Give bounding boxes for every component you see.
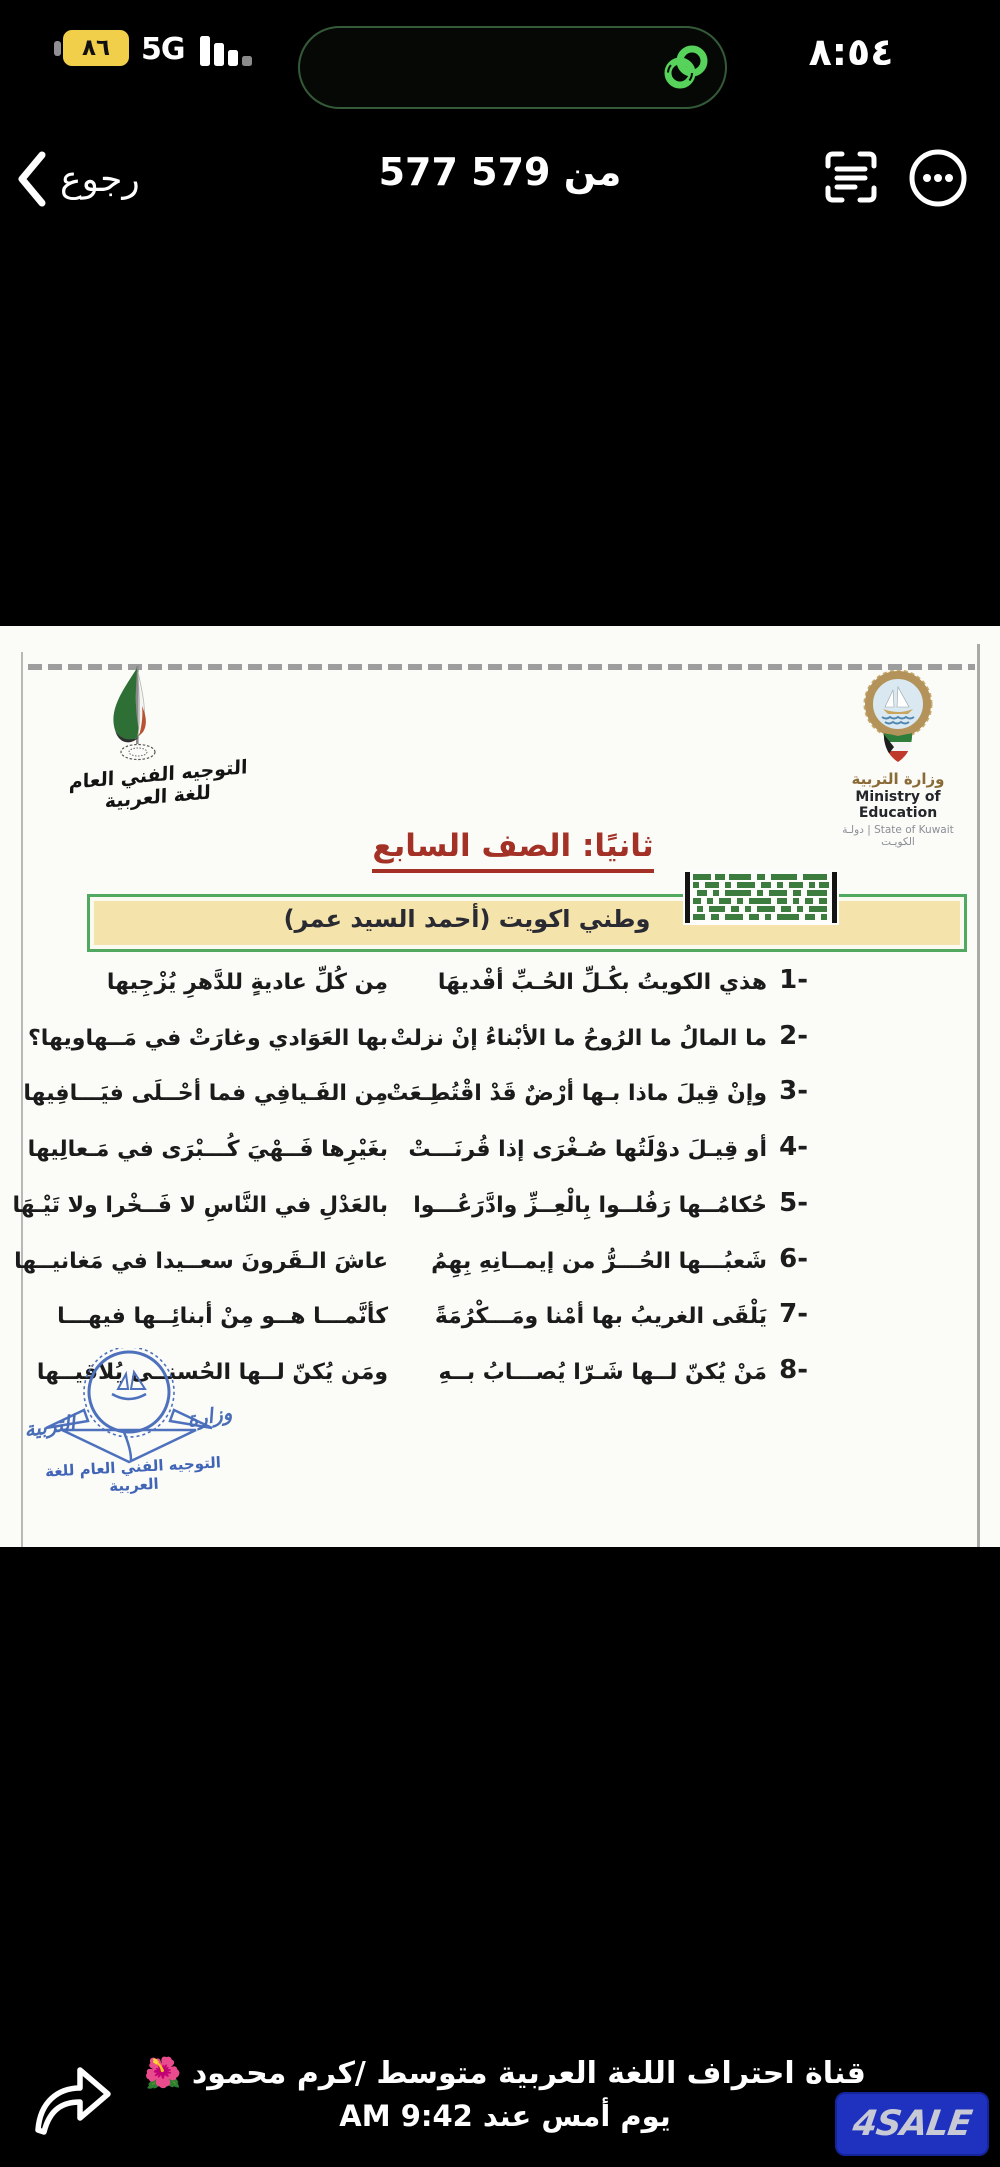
verse-number: 7- — [779, 1299, 808, 1329]
page-indicator: 577 من 579 — [378, 150, 622, 194]
section-heading: ثانيًا: الصف السابع — [372, 828, 653, 873]
timestamp-caption: يوم أمس عند 9:42 AM — [339, 2099, 671, 2133]
clock: ٨:٥٤ — [808, 30, 894, 74]
battery-percent: ٨٦ — [81, 35, 111, 61]
verse-first-hemistich: وإنْ قِيلَ ماذا بـها أرْضٌ قَدْ اقْتُطِـعَتْ — [386, 1081, 767, 1106]
verse-first-hemistich: ما المالُ ما الرُوحُ ما الأبْناءُ إنْ نزلتْ — [390, 1026, 767, 1051]
verse-number: 1- — [779, 965, 808, 995]
verse-second-hemistich: كأنَّمـــا هــو مِنْ أبنائِــها فيهـــا — [57, 1304, 388, 1329]
verse-number: 3- — [779, 1076, 808, 1106]
verse-first-hemistich: شَعبُـــها الحُـــرُّ من إيمــانِهِ بِهِمُ — [431, 1249, 767, 1274]
verse-second-hemistich: بالعَدْلِ في النَّاسِ لا فَــخْرا ولا تَيْـهَا — [12, 1193, 388, 1218]
poem-title: وطني اكويت (أحمد السيد عمر) — [283, 905, 651, 933]
channel-caption: قناة احتراف اللغة العربية متوسط /كرم محمود 🌺 — [144, 2056, 866, 2091]
4sale-logo — [835, 2092, 989, 2156]
signal-bars-icon — [200, 32, 258, 68]
left-logo-caption: التوجيه الفني العام للغة العربية — [68, 756, 248, 813]
poem-verse-row — [0, 1130, 1000, 1174]
reader-view-icon[interactable] — [820, 146, 882, 208]
verse-second-hemistich: بها العَوَادي وغارَتْ في مَــهاويها؟ — [27, 1026, 388, 1051]
verse-second-hemistich: مِن الفَـيافِي فما أحْــلَى فيَـــافِيها — [23, 1081, 388, 1106]
ellipsis-circle-icon[interactable] — [906, 146, 970, 210]
poem-verse-row — [0, 1186, 1000, 1230]
verse-second-hemistich: بغَيْرِها فَــهْيَ كُـــبْرَى في مَـعالِيها — [27, 1137, 388, 1162]
back-button-label: رجوع — [60, 158, 140, 200]
4sale-logo-text: 4SALE — [850, 2104, 974, 2144]
verse-second-hemistich: مِن كُلِّ عاديةٍ للدَّهرِ يُزْجِيها — [106, 970, 388, 995]
ministry-state-line: State of Kuwait | دولـة الكويـت — [842, 824, 954, 848]
stamp-word-right: وزارة — [185, 1400, 234, 1432]
ministry-blue-stamp — [22, 1348, 236, 1498]
kuwait-emblem-icon — [838, 670, 958, 772]
network-type-label: 5G — [141, 32, 185, 67]
battery-icon — [63, 30, 129, 66]
kufic-calligraphy-stamp — [683, 870, 839, 925]
verse-first-hemistich: مَنْ يُكنّ لــها شَـرّا يُصـــابُ بــهِ — [438, 1360, 767, 1385]
ministry-name-arabic: وزارة التربية — [851, 770, 945, 788]
arabic-language-directorate-logo — [40, 664, 275, 813]
verse-number: 5- — [779, 1188, 808, 1218]
poem-verse-row — [0, 1019, 1000, 1063]
stamp-caption: التوجيه الفني العام للغة العربية — [44, 1453, 222, 1496]
poem-verse-row — [0, 1242, 1000, 1286]
poem-verse-row — [0, 1074, 1000, 1118]
verse-first-hemistich: حُكامُــها رَفُلــوا بِالْعِــزِّ وادَّرَعُـــوا — [413, 1193, 767, 1218]
dynamic-island[interactable] — [298, 26, 727, 109]
verse-second-hemistich: ومَن يُكنّ لــها الحُسنــى يُلاقيــها — [36, 1360, 388, 1385]
stamp-word-left: التربية — [22, 1410, 77, 1442]
verse-first-hemistich: أو قِيـلَ دوْلَتُها صُـغْرَى إذا قُرنَـــتْ — [408, 1137, 767, 1162]
verse-number: 6- — [779, 1244, 808, 1274]
verse-number: 2- — [779, 1021, 808, 1051]
section-heading-wrap — [13, 828, 1000, 873]
verse-number: 4- — [779, 1132, 808, 1162]
poem-verse-row — [0, 1297, 1000, 1341]
link-icon — [661, 42, 711, 92]
verse-second-hemistich: عاشَ الـقَرونَ سعــيدا في مَغانيــها — [14, 1249, 388, 1274]
battery-nub — [54, 41, 61, 56]
verse-first-hemistich: يَلْقَى الغريبُ بها أمْنا ومَـــكْرُمَةً — [434, 1304, 767, 1329]
verse-first-hemistich: هذي الكويتُ بكُـلِّ الحُـبِّ أفْديهَا — [437, 970, 767, 995]
poem-verse-row — [0, 963, 1000, 1007]
sail-logo-icon — [40, 664, 275, 764]
verse-number: 8- — [779, 1355, 808, 1385]
ministry-name-english: Ministry of Education — [855, 789, 941, 821]
ministry-of-education-logo — [838, 670, 958, 848]
